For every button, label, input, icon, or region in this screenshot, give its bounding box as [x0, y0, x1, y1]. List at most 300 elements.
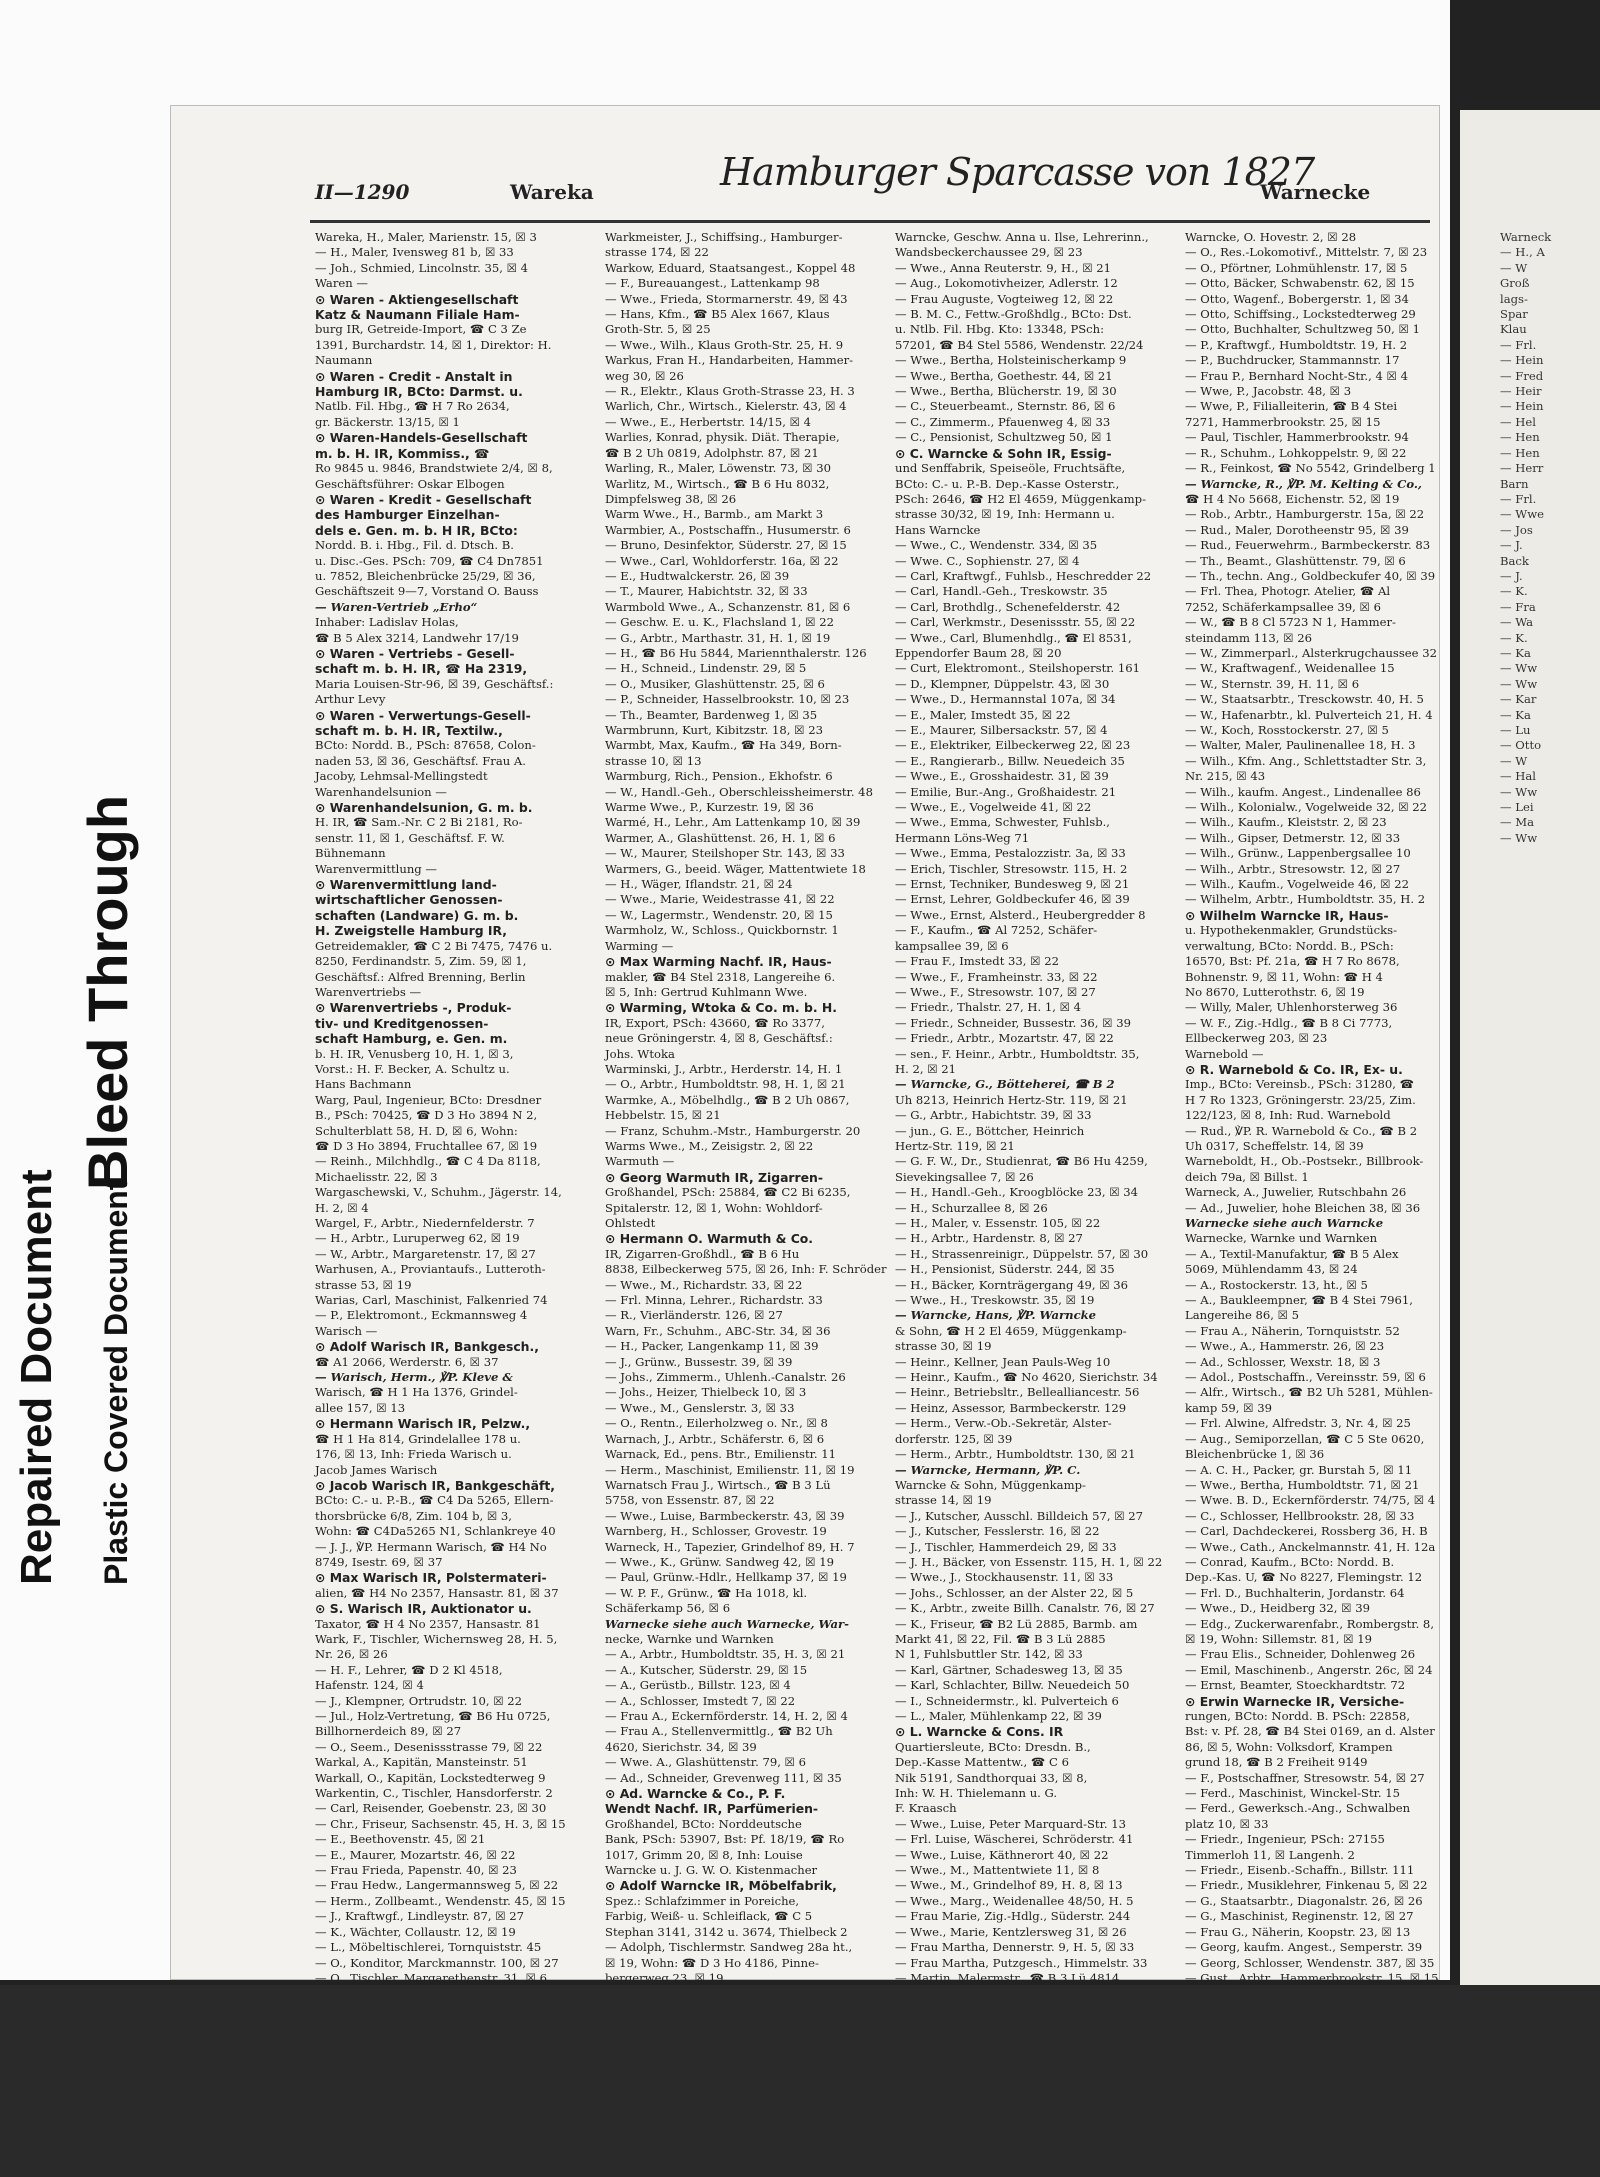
directory-entry: — F., Bureauangest., Lattenkamp 98	[605, 276, 820, 291]
directory-entry: necke, Warnke und Warnken	[605, 1631, 774, 1646]
directory-entry: makler, ☎ B4 Stel 2318, Langereihe 6.	[605, 969, 836, 984]
directory-entry: Warenvertriebs —	[315, 984, 422, 999]
directory-entry: — Wwe., D., Heidberg 32, ☒ 39	[1185, 1601, 1370, 1616]
directory-entry: Markt 41, ☒ 22, Fil. ☎ B 3 Lü 2885	[895, 1631, 1106, 1646]
directory-entry: Warmers, G., beeid. Wäger, Mattentwiete 18	[605, 861, 866, 876]
directory-entry: — I., Schneidermstr., kl. Pulverteich 6	[895, 1693, 1119, 1708]
next-page-fragment: — Ww	[1500, 784, 1538, 799]
directory-entry: — Carl, Reisender, Goebenstr. 23, ☒ 30	[315, 1801, 547, 1816]
next-page-fragment: Groß	[1500, 276, 1530, 291]
directory-entry: Billhornerdeich 89, ☒ 27	[315, 1724, 462, 1739]
directory-entry: ⊙ R. Warnebold & Co. IR, Ex- u.	[1185, 1061, 1403, 1077]
directory-entry: strasse 174, ☒ 22	[605, 245, 709, 260]
directory-entry: — W., Handl.-Geh., Oberschleissheimerstr. 48	[605, 784, 873, 799]
directory-entry: ⊙ Waren - Aktiengesellschaft	[315, 291, 519, 307]
directory-entry: — Wwe., E., Herbertstr. 14/15, ☒ 4	[605, 414, 812, 429]
directory-entry: — W., Kraftwagenf., Weidenallee 15	[1185, 661, 1395, 676]
directory-entry: — W., Lagermstr., Wendenstr. 20, ☒ 15	[605, 907, 833, 922]
directory-entry: — P., Kraftwgf., Humboldtstr. 19, H. 2	[1185, 337, 1408, 352]
directory-entry: schaft m. b. H. IR, ☎ Ha 2319,	[315, 661, 528, 677]
directory-entry: Warnach, J., Arbtr., Schäferstr. 6, ☒ 6	[605, 1431, 825, 1446]
directory-entry: m. b. H. IR, Kommiss., ☎	[315, 445, 490, 461]
directory-entry: Warias, Carl, Maschinist, Falkenried 74	[315, 1293, 548, 1308]
directory-entry: Warmé, H., Lehr., Am Lattenkamp 10, ☒ 39	[605, 815, 861, 830]
directory-entry: — Ferd., Gewerksch.-Ang., Schwalben	[1185, 1801, 1411, 1816]
directory-entry: Warg, Paul, Ingenieur, BCto: Dresdner	[315, 1092, 542, 1107]
next-page-fragment: — H., A	[1500, 245, 1545, 260]
directory-entry: — Friedr., Musiklehrer, Finkenau 5, ☒ 22	[1185, 1878, 1428, 1893]
directory-entry: ⊙ Waren - Verwertungs-Gesell-	[315, 707, 531, 723]
directory-entry: Dep.-Kas. U, ☎ No 8227, Flemingstr. 12	[1185, 1570, 1423, 1585]
directory-entry: — Carl, Dachdeckerei, Rossberg 36, H. B	[1185, 1524, 1428, 1539]
directory-entry: — P., Elektromont., Eckmannsweg 4	[315, 1308, 528, 1323]
brand-logo: Hamburger Sparcasse von 1827	[720, 150, 1315, 194]
directory-entry: — W., Arbtr., Margaretenstr. 17, ☒ 27	[315, 1246, 536, 1261]
directory-entry: — P., Schneider, Hasselbrookstr. 10, ☒ 23	[605, 692, 850, 707]
directory-entry: — Johs., Heizer, Thielbeck 10, ☒ 3	[605, 1385, 807, 1400]
directory-entry: — Heinr., Kaufm., ☎ No 4620, Sierichstr. 34	[895, 1370, 1158, 1385]
next-page-fragment: — K.	[1500, 630, 1528, 645]
directory-entry: — Jul., Holz-Vertretung, ☎ B6 Hu 0725,	[315, 1709, 551, 1723]
directory-entry: weg 30, ☒ 26	[605, 368, 684, 383]
directory-entry: ⊙ L. Warncke & Cons. IR	[895, 1724, 1064, 1740]
directory-entry: — O., Pförtner, Lohmühlenstr. 17, ☒ 5	[1185, 260, 1408, 275]
directory-entry: — H. F., Lehrer, ☎ D 2 Kl 4518,	[315, 1662, 503, 1677]
directory-entry: deich 79a, ☒ Billst. 1	[1185, 1169, 1309, 1184]
directory-entry: Bohnenstr. 9, ☒ 11, Wohn: ☎ H 4	[1185, 969, 1383, 984]
directory-entry: — H., Schneid., Lindenstr. 29, ☒ 5	[605, 661, 807, 676]
directory-entry: — Wwe., H., Treskowstr. 35, ☒ 19	[895, 1293, 1095, 1308]
directory-entry: — Wilh., Kolonialw., Vogelweide 32, ☒ 22	[1185, 800, 1428, 815]
directory-entry: — Otto, Bäcker, Schwabenstr. 62, ☒ 15	[1185, 276, 1415, 291]
directory-entry: Warlitz, M., Wirtsch., ☎ B 6 Hu 8032,	[605, 476, 830, 491]
directory-entry: — Ernst, Techniker, Bundesweg 9, ☒ 21	[895, 877, 1130, 892]
directory-columns	[315, 230, 1439, 1985]
directory-entry: BCto: C.- u. P.-B., ☎ C4 Da 5265, Ellern-	[315, 1493, 554, 1508]
directory-entry: Schulterblatt 58, H. D, ☒ 6, Wohn:	[315, 1123, 518, 1138]
directory-entry: — H., Handl.-Geh., Kroogblöcke 23, ☒ 34	[895, 1185, 1139, 1200]
directory-entry: — Wilh., kaufm. Angest., Lindenallee 86	[1185, 784, 1421, 799]
header-rule	[310, 220, 1430, 223]
next-page-fragment: — Ww	[1500, 661, 1538, 676]
directory-entry: — G., Staatsarbtr., Diagonalstr. 26, ☒ 26	[1185, 1893, 1423, 1908]
directory-entry: ☎ B 5 Alex 3214, Landwehr 17/19	[315, 630, 519, 645]
directory-entry: Warnberg, H., Schlosser, Grovestr. 19	[605, 1524, 827, 1539]
page-header	[170, 105, 1440, 210]
directory-entry: ⊙ Jacob Warisch IR, Bankgeschäft,	[315, 1477, 555, 1493]
directory-entry: — Wwe, P., Jacobstr. 48, ☒ 3	[1185, 384, 1352, 399]
directory-entry: Geschäftsf.: Alfred Brenning, Berlin	[315, 969, 526, 984]
directory-entry: neue Gröningerstr. 4, ☒ 8, Geschäftsf.:	[605, 1031, 833, 1046]
directory-entry: grund 18, ☎ B 2 Freiheit 9149	[1185, 1755, 1368, 1770]
directory-entry: Warmbold Wwe., A., Schanzenstr. 81, ☒ 6	[605, 599, 851, 614]
directory-entry: — Wwe. B. D., Eckernförderstr. 74/75, ☒ 4	[1185, 1493, 1436, 1508]
directory-entry: schaft Hamburg, e. Gen. m.	[315, 1031, 508, 1047]
directory-entry: — L., Maler, Mühlenkamp 22, ☒ 39	[895, 1709, 1102, 1723]
directory-entry: — Wwe., Frieda, Stormarnerstr. 49, ☒ 43	[605, 291, 848, 306]
directory-entry: Michaelisstr. 22, ☒ 3	[315, 1169, 438, 1184]
next-page-fragment: — Hel	[1500, 414, 1536, 429]
directory-entry: — Walter, Maler, Paulinenallee 18, H. 3	[1185, 738, 1416, 753]
directory-entry: — Wwe., Bertha, Goethestr. 44, ☒ 21	[895, 368, 1113, 383]
directory-entry: Warneboldt, H., Ob.-Postsekr., Billbrook-	[1185, 1154, 1424, 1169]
next-page-fragment: — Jos	[1500, 522, 1533, 537]
directory-entry: — Ernst, Lehrer, Goldbeckufer 46, ☒ 39	[895, 892, 1130, 907]
directory-entry: — H., Schurzallee 8, ☒ 26	[895, 1200, 1048, 1215]
directory-entry: — sen., F. Heinr., Arbtr., Humboldtstr. 35,	[895, 1046, 1140, 1061]
next-page-fragment: — Ww	[1500, 676, 1538, 691]
directory-entry: — Wwe., F., Stresowstr. 107, ☒ 27	[895, 984, 1096, 999]
directory-entry: — Friedr., Arbtr., Mozartstr. 47, ☒ 22	[895, 1031, 1114, 1046]
directory-entry: Warnecke siehe auch Warncke	[1185, 1216, 1384, 1230]
column-4	[1185, 230, 1480, 1985]
directory-entry: — Otto, Buchhalter, Schultzweg 50, ☒ 1	[1185, 322, 1420, 337]
directory-entry: — Wwe., Cath., Anckelmannstr. 41, H. 12a	[1185, 1539, 1436, 1554]
directory-entry: Farbig, Weiß- u. Schleiflack, ☎ C 5	[605, 1909, 813, 1924]
directory-entry: — Herm., Zollbeamt., Wendenstr. 45, ☒ 15	[315, 1893, 566, 1908]
directory-entry: Warlies, Konrad, physik. Diät. Therapie,	[605, 430, 840, 445]
directory-entry: — Wilh., Kfm. Ang., Schlettstadter Str. 3,	[1185, 753, 1427, 768]
directory-entry: — Ad., Schlosser, Wexstr. 18, ☒ 3	[1185, 1354, 1381, 1369]
directory-entry: — Wwe., Bertha, Holsteinischerkamp 9	[895, 353, 1127, 368]
directory-entry: — Frl. Alwine, Alfredstr. 3, Nr. 4, ☒ 25	[1185, 1416, 1411, 1431]
directory-entry: — Heinr., Betriebsltr., Bellealliancestr. 56	[895, 1385, 1140, 1400]
directory-entry: — E., Hudtwalckerstr. 26, ☒ 39	[605, 568, 790, 583]
right-keyword: Warnecke	[1260, 180, 1371, 204]
directory-entry: — Frau Martha, Putzgesch., Himmelstr. 33	[895, 1955, 1148, 1970]
directory-entry: Warmke, A., Möbelhdlg., ☎ B 2 Uh 0867,	[605, 1092, 850, 1107]
directory-entry: — W., Maurer, Steilshoper Str. 143, ☒ 33	[605, 846, 845, 861]
directory-entry: — H., Wäger, Iflandstr. 21, ☒ 24	[605, 877, 793, 892]
directory-entry: 86, ☒ 5, Wohn: Volksdorf, Krampen	[1185, 1739, 1393, 1754]
directory-entry: — Wwe., E., Grosshaidestr. 31, ☒ 39	[895, 769, 1109, 784]
directory-entry: Spitalerstr. 12, ☒ 1, Wohn: Wohldorf-	[605, 1200, 823, 1215]
directory-entry: 1017, Grimm 20, ☒ 8, Inh: Louise	[605, 1847, 803, 1862]
next-page-fragment: — Otto	[1500, 738, 1542, 753]
directory-entry: — Wwe., M., Genslerstr. 3, ☒ 33	[605, 1400, 795, 1415]
directory-entry: Hafenstr. 124, ☒ 4	[315, 1678, 424, 1693]
next-page-fragment: — Hein	[1500, 353, 1544, 368]
directory-entry: BCto: Nordd. B., PSch: 87658, Colon-	[315, 738, 536, 753]
directory-entry: Ohlstedt	[605, 1216, 656, 1230]
directory-entry: — Frau G., Näherin, Koopstr. 23, ☒ 13	[1185, 1924, 1411, 1939]
directory-entry: — F., Kaufm., ☎ Al 7252, Schäfer-	[895, 923, 1098, 938]
directory-entry: — Ferd., Maschinist, Winckel-Str. 15	[1185, 1786, 1401, 1801]
directory-entry: Warneck, A., Juwelier, Rutschbahn 26	[1185, 1185, 1407, 1200]
directory-entry: BCto: C.- u. P.-B. Dep.-Kasse Osterstr.,	[895, 476, 1120, 491]
directory-entry: Bleichenbrücke 1, ☒ 36	[1185, 1447, 1325, 1462]
directory-entry: Uh 0317, Scheffelstr. 14, ☒ 39	[1185, 1138, 1364, 1153]
next-page-fragment: — Kar	[1500, 692, 1537, 707]
directory-entry: — Friedr., Schneider, Bussestr. 36, ☒ 39	[895, 1015, 1131, 1030]
directory-entry: — W., Zimmerparl., Alsterkrugchaussee 32	[1185, 645, 1437, 660]
directory-entry: Warkentin, C., Tischler, Hansdorferstr. 2	[315, 1786, 553, 1801]
directory-entry: — Warisch, Herm., ℣P. Kleve &	[315, 1370, 513, 1385]
directory-entry: — Friedr., Ingenieur, PSch: 27155	[1185, 1832, 1385, 1847]
directory-entry: — Th., techn. Ang., Goldbeckufer 40, ☒ 39	[1185, 568, 1436, 583]
directory-entry: Wargaschewski, V., Schuhm., Jägerstr. 14,	[315, 1185, 562, 1200]
directory-entry: — Wwe., Ernst, Alsterd., Heubergredder 8	[895, 907, 1146, 922]
directory-entry: — O., Res.-Lokomotivf., Mittelstr. 7, ☒ 23	[1185, 245, 1428, 260]
directory-entry: — Franz, Schuhm.-Mstr., Hamburgerstr. 20	[605, 1123, 861, 1138]
directory-entry: u. 7852, Bleichenbrücke 25/29, ☒ 36,	[315, 568, 536, 583]
directory-entry: Warhusen, A., Proviantaufs., Lutteroth-	[315, 1262, 546, 1277]
directory-entry: — Wwe., E., Vogelweide 41, ☒ 22	[895, 800, 1092, 815]
directory-entry: — C., Steuerbeamt., Sternstr. 86, ☒ 6	[895, 399, 1116, 414]
directory-entry: Großhandel, PSch: 25884, ☎ C2 Bi 6235,	[605, 1185, 851, 1200]
directory-entry: — A., Kutscher, Süderstr. 29, ☒ 15	[605, 1662, 808, 1677]
repaired-document-label: Repaired Document	[12, 1169, 61, 1585]
directory-entry: — Paul, Tischler, Hammerbrookstr. 94	[1185, 430, 1409, 445]
directory-entry: — G., Arbtr., Habichtstr. 39, ☒ 33	[895, 1108, 1092, 1123]
directory-entry: Bst: v. Pf. 28, ☎ B4 Stei 0169, an d. Alster	[1185, 1724, 1435, 1739]
directory-entry: — D., Klempner, Düppelstr. 43, ☒ 30	[895, 676, 1110, 691]
directory-entry: — Karl, Schlachter, Billw. Neuedeich 50	[895, 1678, 1130, 1693]
directory-entry: dorferstr. 125, ☒ 39	[895, 1431, 1013, 1446]
directory-entry: Warnack, Ed., pens. Btr., Emilienstr. 11	[605, 1447, 837, 1462]
directory-entry: ☎ D 3 Ho 3894, Fruchtallee 67, ☒ 19	[315, 1138, 538, 1153]
directory-entry: — J., Klempner, Ortrudstr. 10, ☒ 22	[315, 1693, 523, 1708]
directory-entry: — H., Pensionist, Süderstr. 244, ☒ 35	[895, 1262, 1115, 1277]
directory-entry: burg IR, Getreide-Import, ☎ C 3 Ze	[315, 322, 527, 337]
directory-entry: ⊙ Waren - Kredit - Gesellschaft	[315, 491, 532, 507]
directory-entry: — Frau Marie, Zig.-Hdlg., Süderstr. 244	[895, 1909, 1131, 1924]
directory-entry: Warncke u. J. G. W. O. Kistenmacher	[605, 1863, 818, 1878]
directory-entry: H. 2, ☒ 21	[895, 1061, 957, 1076]
directory-entry: ☎ A1 2066, Werderstr. 6, ☒ 37	[315, 1354, 499, 1369]
directory-entry: 7252, Schäferkampsallee 39, ☒ 6	[1185, 599, 1382, 614]
directory-entry: — E., Maurer, Mozartstr. 46, ☒ 22	[315, 1847, 516, 1862]
directory-entry: — Heinr., Kellner, Jean Pauls-Weg 10	[895, 1354, 1111, 1369]
directory-entry: Wark, F., Tischler, Wichernsweg 28, H. 5,	[315, 1631, 558, 1646]
directory-entry: tiv- und Kreditgenossen-	[315, 1015, 489, 1031]
directory-entry: No 8670, Lutterothstr. 6, ☒ 19	[1185, 984, 1365, 999]
directory-entry: — Frau Elis., Schneider, Dohlenweg 26	[1185, 1647, 1416, 1662]
directory-entry: — R., Feinkost, ☎ No 5542, Grindelberg 1	[1185, 461, 1436, 476]
directory-entry: Warme Wwe., P., Kurzestr. 19, ☒ 36	[605, 800, 814, 815]
directory-entry: Bank, PSch: 53907, Bst: Pf. 18/19, ☎ Ro	[605, 1832, 845, 1847]
directory-entry: Hebbelstr. 15, ☒ 21	[605, 1108, 721, 1123]
directory-entry: — Wwe., C., Wendenstr. 334, ☒ 35	[895, 538, 1098, 553]
directory-entry: — Martin, Malermstr., ☎ B 3 Lü 4814,	[895, 1970, 1124, 1985]
directory-entry: — Wilh., Kaufm., Kleiststr. 2, ☒ 23	[1185, 815, 1387, 830]
directory-entry: — W. F., Zig.-Hdlg., ☎ B 8 Ci 7773,	[1185, 1015, 1393, 1030]
directory-entry: & Sohn, ☎ H 2 El 4659, Müggenkamp-	[895, 1323, 1127, 1338]
bleed-through-label: Bleed Through	[76, 794, 139, 1190]
directory-entry: — J., Kraftwgf., Lindleystr. 87, ☒ 27	[315, 1909, 525, 1924]
directory-entry: Wareka, H., Maler, Marienstr. 15, ☒ 3	[315, 230, 537, 244]
directory-entry: Hamburg IR, BCto: Darmst. u.	[315, 384, 523, 400]
directory-entry: Nik 5191, Sandthorquai 33, ☒ 8,	[895, 1770, 1088, 1785]
directory-entry: thorsbrücke 6/8, Zim. 104 b, ☒ 3,	[315, 1508, 512, 1523]
next-page-fragment: Barn	[1500, 476, 1529, 491]
directory-entry: Naumann	[315, 353, 373, 368]
directory-entry: Warkow, Eduard, Staatsangest., Koppel 48	[605, 260, 856, 275]
directory-entry: Warmholz, W., Schloss., Quickbornstr. 1	[605, 923, 839, 938]
directory-entry: — E., Maler, Imstedt 35, ☒ 22	[895, 707, 1071, 722]
directory-entry: Warn, Fr., Schuhm., ABC-Str. 34, ☒ 36	[605, 1323, 831, 1338]
directory-entry: — Warncke, Hermann, ℣P. C.	[895, 1462, 1081, 1477]
directory-entry: u. Hypothekenmakler, Grundstücks-	[1185, 923, 1397, 938]
directory-entry: 57201, ☎ B4 Stel 5586, Wendenstr. 22/24	[895, 337, 1144, 352]
directory-entry: ⊙ S. Warisch IR, Auktionator u.	[315, 1601, 532, 1617]
directory-entry: Wendt Nachf. IR, Parfümerien-	[605, 1801, 819, 1817]
next-page-fragment: — Ka	[1500, 707, 1531, 722]
directory-entry: Warisch, ☎ H 1 Ha 1376, Grindel-	[315, 1385, 518, 1400]
directory-entry: ⊙ Waren-Handels-Gesellschaft	[315, 430, 528, 446]
next-page-fragment: — K.	[1500, 584, 1528, 599]
next-page-fragment: — Fra	[1500, 599, 1536, 614]
directory-entry: — A. C. H., Packer, gr. Burstah 5, ☒ 11	[1185, 1462, 1413, 1477]
directory-entry: — Wwe., Emma, Schwester, Fuhlsb.,	[895, 815, 1110, 830]
directory-entry: — Friedr., Eisenb.-Schaffn., Billstr. 111	[1185, 1863, 1415, 1878]
directory-entry: Wargel, F., Arbtr., Niedernfelderstr. 7	[315, 1216, 535, 1230]
directory-entry: 1391, Burchardstr. 14, ☒ 1, Direktor: H.	[315, 337, 552, 352]
directory-entry: — G., Maschinist, Reginenstr. 12, ☒ 27	[1185, 1909, 1414, 1924]
directory-entry: — Wilh., Kaufm., Vogelweide 46, ☒ 22	[1185, 877, 1410, 892]
directory-entry: — Frau F., Imstedt 33, ☒ 22	[895, 954, 1059, 969]
directory-entry: Nordd. B. i. Hbg., Fil. d. Dtsch. B.	[315, 538, 514, 553]
directory-entry: — Georg, Schlosser, Wendenstr. 387, ☒ 35	[1185, 1955, 1435, 1970]
directory-entry: 5069, Mühlendamm 43, ☒ 24	[1185, 1262, 1358, 1277]
directory-entry: — Erich, Tischler, Stresowstr. 115, H. 2	[895, 861, 1128, 876]
directory-entry: ⊙ Adolf Warncke IR, Möbelfabrik,	[605, 1878, 837, 1894]
directory-entry: Warmburg, Rich., Pension., Ekhofstr. 6	[605, 769, 833, 784]
directory-entry: Stephan 3141, 3142 u. 3674, Thielbeck 2	[605, 1924, 848, 1939]
next-page-fragment: Back	[1500, 553, 1529, 568]
directory-entry: ⊙ Hermann O. Warmuth & Co.	[605, 1231, 814, 1247]
directory-entry: Uh 8213, Heinrich Hertz-Str. 119, ☒ 21	[895, 1092, 1128, 1107]
directory-entry: — Ernst, Beamter, Stoeckhardtstr. 72	[1185, 1678, 1406, 1693]
directory-entry: Sievekingsallee 7, ☒ 26	[895, 1169, 1034, 1184]
next-page-fragment: Klau	[1500, 322, 1527, 337]
directory-entry: Warmer, A., Glashüttenst. 26, H. 1, ☒ 6	[605, 830, 836, 845]
directory-entry: 176, ☒ 13, Inh: Frieda Warisch u.	[315, 1447, 512, 1462]
directory-entry: — W., Sternstr. 39, H. 11, ☒ 6	[1185, 676, 1360, 691]
directory-entry: — Johs., Schlosser, an der Alster 22, ☒ 5	[895, 1585, 1134, 1600]
directory-entry: — Wwe. C., Sophienstr. 27, ☒ 4	[895, 553, 1080, 568]
directory-entry: — Frau A., Eckernförderstr. 14, H. 2, ☒ 4	[605, 1709, 848, 1723]
next-page-fragment: — Wwe	[1500, 507, 1544, 522]
next-page-fragment: — Fred	[1500, 368, 1544, 383]
next-page-fragment: lags-	[1500, 291, 1528, 306]
directory-entry: — A., Arbtr., Humboldtstr. 35, H. 3, ☒ 21	[605, 1647, 846, 1662]
directory-entry: — Wwe., Luise, Peter Marquard-Str. 13	[895, 1816, 1126, 1831]
directory-entry: Warling, R., Maler, Löwenstr. 73, ☒ 30	[605, 461, 831, 476]
directory-entry: Dimpfelsweg 38, ☒ 26	[605, 491, 737, 506]
directory-entry: Warenhandelsunion —	[315, 784, 447, 799]
next-page-fragment: — Hal	[1500, 769, 1537, 784]
directory-entry: — J., Kutscher, Ausschl. Billdeich 57, ☒ 27	[895, 1508, 1144, 1523]
directory-entry: ⊙ Waren - Vertriebs - Gesell-	[315, 645, 515, 661]
directory-entry: — H., Arbtr., Luruperweg 62, ☒ 19	[315, 1231, 520, 1246]
directory-entry: Warnatsch Frau J., Wirtsch., ☎ B 3 Lü	[605, 1477, 831, 1492]
next-page-fragment: — Hen	[1500, 445, 1540, 460]
directory-entry: — K., Wächter, Collaustr. 12, ☒ 19	[315, 1924, 516, 1939]
directory-entry: — O., Rentn., Eilerholzweg o. Nr., ☒ 8	[605, 1416, 828, 1431]
directory-entry: strasse 30, ☒ 19	[895, 1339, 992, 1354]
directory-entry: Wandsbeckerchaussee 29, ☒ 23	[895, 245, 1083, 260]
directory-entry: — Paul, Grünw.-Hdlr., Hellkamp 37, ☒ 19	[605, 1570, 847, 1585]
directory-entry: — H., Bäcker, Kornträgergang 49, ☒ 36	[895, 1277, 1129, 1292]
directory-entry: — jun., G. E., Böttcher, Heinrich	[895, 1123, 1085, 1138]
next-page-fragment: — Ka	[1500, 645, 1531, 660]
next-page-fragment: — W	[1500, 753, 1528, 768]
directory-entry: ⊙ Georg Warmuth IR, Zigarren-	[605, 1169, 824, 1185]
directory-entry: u. Ntlb. Fil. Hbg. Kto: 13348, PSch:	[895, 322, 1105, 337]
directory-entry: — Wwe. A., Glashüttenstr. 79, ☒ 6	[605, 1755, 807, 1770]
directory-entry: rungen, BCto: Nordd. B. PSch: 22858,	[1185, 1709, 1411, 1723]
directory-entry: — Wwe., M., Mattentwiete 11, ☒ 8	[895, 1863, 1100, 1878]
directory-entry: alien, ☎ H4 No 2357, Hansastr. 81, ☒ 37	[315, 1585, 559, 1600]
directory-entry: 8250, Ferdinandstr. 5, Zim. 59, ☒ 1,	[315, 954, 527, 969]
directory-entry: Wohn: ☎ C4Da5265 N1, Schlankreye 40	[315, 1524, 556, 1539]
next-page-fragment: — Hein	[1500, 399, 1544, 414]
directory-entry: — Frau Martha, Dennerstr. 9, H. 5, ☒ 33	[895, 1940, 1135, 1955]
directory-entry: — Wwe., Carl, Wohldorferstr. 16a, ☒ 22	[605, 553, 839, 568]
directory-entry: Inh: W. H. Thielemann u. G.	[895, 1786, 1058, 1801]
directory-entry: — Th., Beamt., Glashüttenstr. 79, ☒ 6	[1185, 553, 1406, 568]
directory-entry: ☎ H 4 No 5668, Eichenstr. 52, ☒ 19	[1185, 491, 1400, 506]
directory-entry: — Wwe., J., Stockhausenstr. 11, ☒ 33	[895, 1570, 1114, 1585]
directory-entry: — Wwe., K., Grünw. Sandweg 42, ☒ 19	[605, 1554, 834, 1569]
directory-entry: — H., Strassenreinigr., Düppelstr. 57, ☒ 30	[895, 1246, 1149, 1261]
directory-entry: ⊙ Warenvertriebs -, Produk-	[315, 1000, 512, 1016]
next-page-fragment: — Frl.	[1500, 337, 1537, 352]
directory-entry: Warnebold —	[1185, 1046, 1264, 1061]
directory-entry: Warnecke, Warnke und Warnken	[1185, 1231, 1378, 1246]
directory-entry: — Frau Frieda, Papenstr. 40, ☒ 23	[315, 1863, 517, 1878]
directory-entry: — Wwe., D., Hermannstal 107a, ☒ 34	[895, 692, 1116, 707]
directory-entry: — T., Maurer, Habichtstr. 32, ☒ 33	[605, 584, 808, 599]
page-number: II—1290	[315, 180, 410, 204]
directory-entry: Schäferkamp 56, ☒ 6	[605, 1601, 731, 1616]
directory-entry: — Joh., Schmied, Lincolnstr. 35, ☒ 4	[315, 260, 529, 275]
directory-entry: ⊙ Warenvermittlung land-	[315, 877, 497, 893]
directory-entry: Warncke, O. Hovestr. 2, ☒ 28	[1185, 230, 1357, 244]
directory-entry: 8749, Isestr. 69, ☒ 37	[315, 1554, 443, 1569]
directory-entry: Warmbrunn, Kurt, Kibitzstr. 18, ☒ 23	[605, 723, 824, 737]
directory-entry: — R., Elektr., Klaus Groth-Strasse 23, H. 3	[605, 384, 855, 399]
directory-entry: kamp 59, ☒ 39	[1185, 1400, 1272, 1415]
directory-entry: Nr. 215, ☒ 43	[1185, 769, 1266, 784]
directory-entry: H. Zweigstelle Hamburg IR,	[315, 923, 507, 939]
next-page-fragment: — Ww	[1500, 830, 1538, 845]
directory-entry: — Rud., ℣P. R. Warnebold & Co., ☎ B 2	[1185, 1123, 1418, 1138]
directory-entry: — Wwe., Anna Reuterstr. 9, H., ☒ 21	[895, 260, 1112, 275]
directory-entry: — Frl. Luise, Wäscherei, Schröderstr. 41	[895, 1832, 1134, 1847]
directory-entry: — Warncke, R., ℣P. M. Kelting & Co.,	[1185, 476, 1422, 491]
directory-entry: steindamm 113, ☒ 26	[1185, 630, 1312, 645]
directory-entry: Quartiersleute, BCto: Dresdn. B.,	[895, 1739, 1091, 1754]
directory-entry: — Wilh., Grünw., Lappenbergsallee 10	[1185, 846, 1411, 861]
directory-entry: Spez.: Schlafzimmer in Poreiche,	[605, 1893, 800, 1908]
directory-entry: — Chr., Friseur, Sachsenstr. 45, H. 3, ☒ 15	[315, 1816, 566, 1831]
directory-entry: — C., Zimmerm., Pfauenweg 4, ☒ 33	[895, 414, 1111, 429]
directory-entry: H. 2, ☒ 4	[315, 1200, 369, 1215]
directory-entry: schaft m. b. H. IR, Textilw.,	[315, 723, 503, 738]
next-page-fragment: — Lei	[1500, 800, 1534, 815]
directory-entry: — J. H., Bäcker, von Essenstr. 115, H. 1, ☒ 22	[895, 1554, 1163, 1569]
directory-entry: Jacob James Warisch	[315, 1462, 438, 1477]
directory-entry: — B. M. C., Fettw.-Großhdlg., BCto: Dst.	[895, 307, 1132, 322]
directory-entry: — O., Musiker, Glashüttenstr. 25, ☒ 6	[605, 676, 825, 691]
directory-entry: — K., Arbtr., zweite Billh. Canalstr. 76, ☒ 27	[895, 1601, 1155, 1616]
directory-entry: und Senffabrik, Speiseöle, Fruchtsäfte,	[895, 461, 1126, 476]
directory-entry: Getreidemakler, ☎ C 2 Bi 7475, 7476 u.	[315, 938, 553, 953]
directory-entry: — E., Beethovenstr. 45, ☒ 21	[315, 1832, 486, 1847]
directory-entry: — R., Schuhm., Lohkoppelstr. 9, ☒ 22	[1185, 445, 1407, 460]
